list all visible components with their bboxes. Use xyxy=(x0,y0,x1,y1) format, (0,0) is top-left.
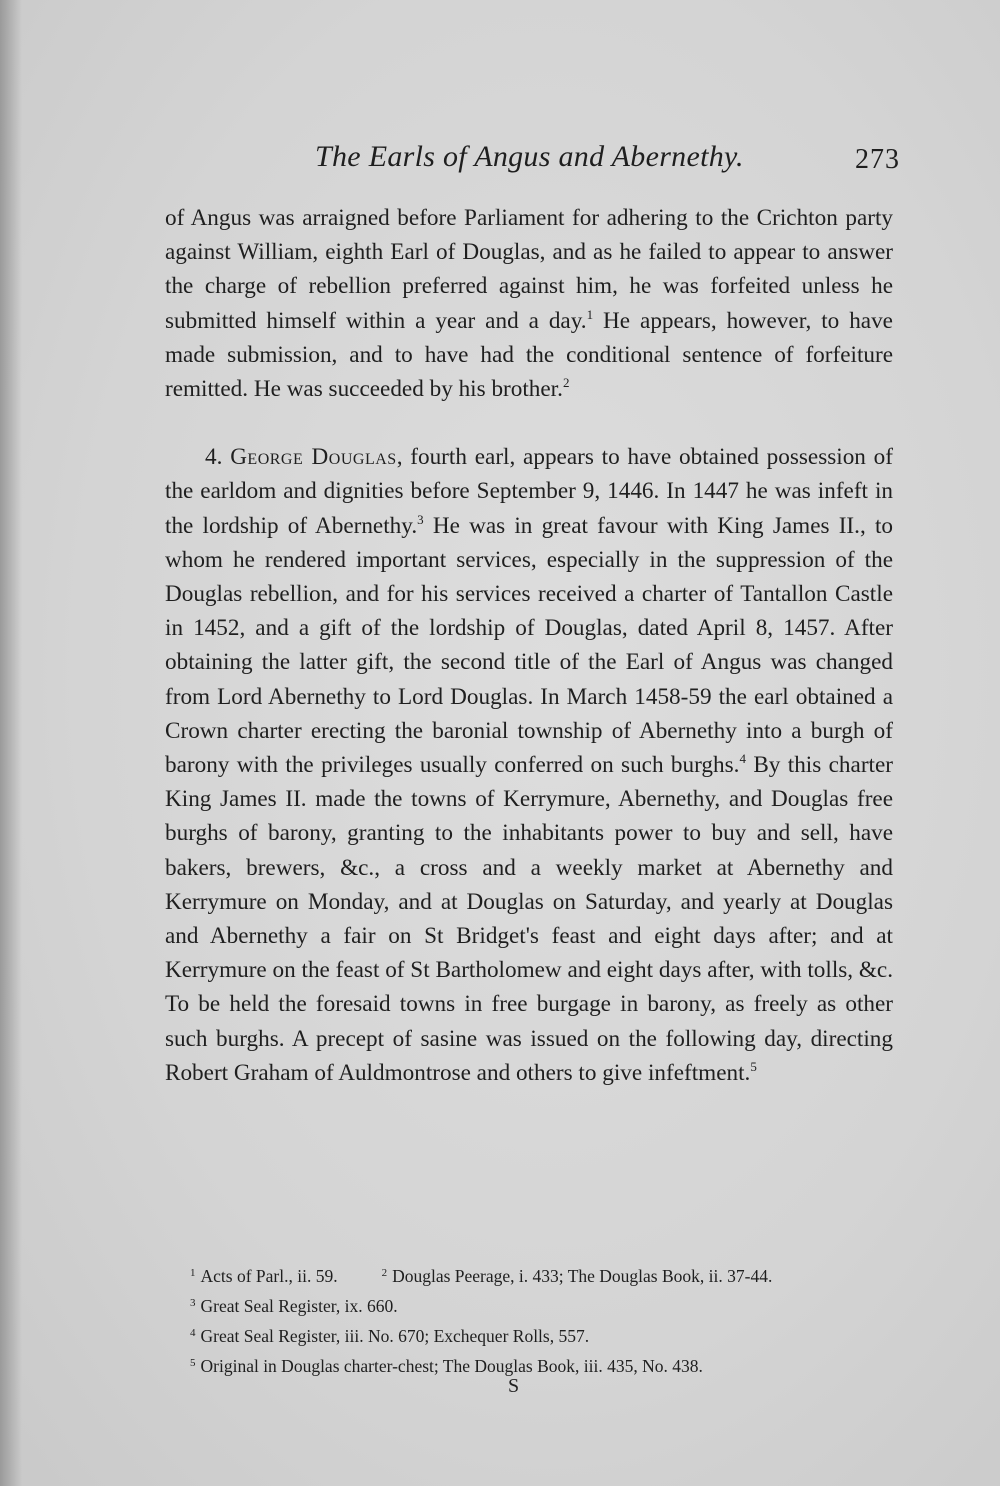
footnote-mark: 4 xyxy=(190,1327,196,1339)
footnote-text: Acts of Parl., ii. 59. xyxy=(200,1266,338,1286)
footnote-text: Original in Douglas charter-chest; The Douglas Book, iii. 435, No. 438. xyxy=(200,1356,703,1376)
paragraph-text: of Angus was arraigned before Parliament for adhering to the Crichton party against William, eighth Earl of Douglas, and as he failed to appear to answer the charge of rebellion preferred against him, he was forfeited unless he submitted himself within a year and a day. xyxy=(165,205,893,334)
footnote-ref: 3 xyxy=(417,511,424,527)
footnote-mark: 3 xyxy=(190,1297,196,1309)
footnote-mark: 5 xyxy=(190,1357,196,1369)
paragraph-george-douglas xyxy=(165,440,893,1090)
entry-name: George Douglas xyxy=(230,444,397,471)
footnote-mark: 2 xyxy=(381,1267,388,1279)
body-text xyxy=(165,201,893,1090)
footnote-text: Douglas Peerage, i. 433; The Douglas Book, ii. 37-44. xyxy=(392,1266,773,1286)
paragraph-text: By this charter King James II. made the towns of Kerrymure, Abernethy, and Douglas free burghs of barony, granting to the inhabitants power to buy and sell, have bakers, brewers, &c., a cross and a weekly market at Abernethy and Kerrymure on Monday, and at Douglas on Saturday, and yearly at Douglas and Abernethy a fair on St Bridget's feast and eight days after; and at Kerrymure on the feast of St Bartholomew and eight days after, with tolls, &c. To be held the foresaid towns in free burgage in barony, as freely as other such burghs. A precept of sasine was issued on the following day, directing Robert Graham of Auldmontrose and others to give infeftment. xyxy=(165,752,894,1086)
signature-mark: S xyxy=(508,1375,521,1397)
page-number: 273 xyxy=(855,144,900,175)
footnote-ref: 5 xyxy=(750,1058,757,1074)
paragraph-continued xyxy=(165,201,893,406)
paragraph-text: He was in great favour with King James II., to whom he rendered important services, especially in the suppression of the Douglas rebellion, and for his services received a charter of Tantallon Castle in 1452, and a gift of the lordship of Douglas, dated April 8, 1457. After obtaining the latter gift, the second title of the Earl of Angus was changed from Lord Abernethy to Lord Douglas. In March 1458-59 the earl obtained a Crown charter erecting the baronial township of Abernethy into a burgh of barony with the privileges usually conferred on such burghs. xyxy=(165,512,893,779)
footnote-line xyxy=(190,1290,910,1320)
footnote-mark: 1 xyxy=(190,1267,196,1279)
footnote-ref: 2 xyxy=(562,375,570,391)
footnote-line xyxy=(190,1350,910,1380)
paragraph-text: , fourth earl, appears to have obtained possession of the earldom and dignities before September 9, 1446. In 1447 he was infeft in the lordship of Abernethy. xyxy=(165,444,893,539)
footnotes xyxy=(190,1260,910,1380)
paragraph-text: He appears, however, to have made submission, and to have had the conditional sentence of forfeiture remitted. He was succeeded by his brother. xyxy=(165,307,893,403)
gutter-shadow xyxy=(0,0,22,1486)
entry-number: 4. xyxy=(205,444,231,471)
footnote-text: Great Seal Register, iii. No. 670; Exchequer Rolls, 557. xyxy=(200,1326,590,1346)
footnote-ref: 4 xyxy=(739,751,746,767)
footnote-line xyxy=(190,1260,910,1290)
running-title: The Earls of Angus and Abernethy. xyxy=(315,140,744,173)
footnote-line xyxy=(190,1320,910,1350)
running-head xyxy=(160,140,900,184)
footnote-ref: 1 xyxy=(586,306,594,322)
footnote-text: Great Seal Register, ix. 660. xyxy=(200,1296,398,1316)
